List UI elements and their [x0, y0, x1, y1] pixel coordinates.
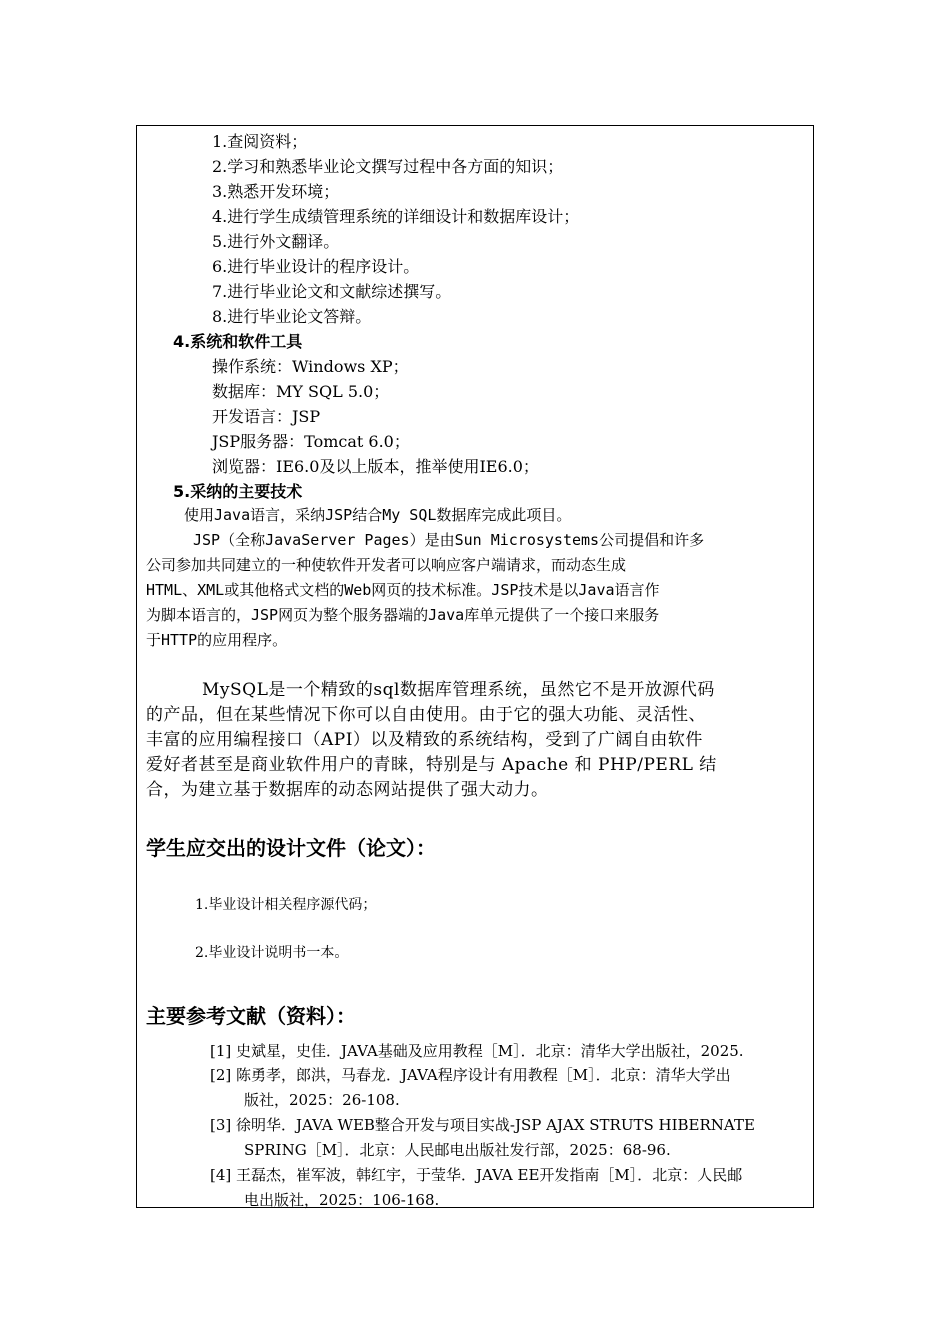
- mysql-paragraph-line: MySQL是一个精致的sql数据库管理系统，虽然它不是开放源代码: [202, 680, 715, 700]
- tool-item: 数据库：MY SQL 5.0；: [212, 382, 390, 401]
- deliverable-item: 2.毕业设计说明书一本。: [195, 945, 349, 961]
- task-item: 3.熟悉开发环境；: [212, 182, 340, 201]
- deliverables-heading: 学生应交出的设计文件（论文）：: [146, 836, 436, 860]
- references-heading: 主要参考文献（资料）：: [146, 1004, 356, 1028]
- reference-item-continued: 版社，2025：26-108.: [244, 1091, 400, 1109]
- reference-item-continued: 电出版社，2025：106-168.: [244, 1191, 440, 1209]
- tool-item: 浏览器：IE6.0及以上版本，推举使用IE6.0；: [212, 457, 539, 476]
- jsp-paragraph-line: 公司参加共同建立的一种使软件开发者可以响应客户端请求，而动态生成: [146, 556, 627, 574]
- reference-item: [2] 陈勇孝，郎洪，马春龙．JAVA程序设计有用教程［M］．北京：清华大学出: [210, 1066, 731, 1084]
- task-item: 1.查阅资料；: [212, 132, 308, 151]
- tool-item: 开发语言：JSP: [212, 407, 321, 426]
- reference-item: [1] 史斌星，史佳．JAVA基础及应用教程［M］．北京：清华大学出版社，2025.: [210, 1042, 744, 1060]
- task-item: 7.进行毕业论文和文献综述撰写。: [212, 282, 452, 301]
- mysql-paragraph-line: 的产品，但在某些情况下你可以自由使用。由于它的强大功能、灵活性、: [146, 705, 706, 725]
- task-item: 5.进行外文翻译。: [212, 232, 340, 251]
- task-item: 8.进行毕业论文答辩。: [212, 307, 372, 326]
- mysql-paragraph-line: 爱好者甚至是商业软件用户的青睐，特别是与 Apache 和 PHP/PERL 结: [146, 755, 717, 775]
- section-heading-tools: 4.系统和软件工具: [173, 332, 303, 351]
- section-heading-tech: 5.采纳的主要技术: [173, 482, 303, 501]
- jsp-paragraph-line: HTML、XML或其他格式文档的Web网页的技术标准。JSP技术是以Java语言作: [146, 581, 660, 599]
- jsp-paragraph-line: 为脚本语言的，JSP网页为整个服务器端的Java库单元提供了一个接口来服务: [146, 606, 660, 624]
- reference-item: [4] 王磊杰，崔军波，韩红宇，于莹华．JAVA EE开发指南［M］．北京：人民邮: [210, 1166, 743, 1184]
- task-item: 6.进行毕业设计的程序设计。: [212, 257, 420, 276]
- task-item: 4.进行学生成绩管理系统的详细设计和数据库设计；: [212, 207, 580, 226]
- tool-item: 操作系统：Windows XP；: [212, 357, 409, 376]
- reference-item: [3] 徐明华．JAVA WEB整合开发与项目实战-JSP AJAX STRUTS HIBERNATE: [210, 1116, 755, 1134]
- reference-item-continued: SPRING［M］．北京：人民邮电出版社发行部，2025：68-96.: [244, 1141, 671, 1159]
- mysql-paragraph-line: 合，为建立基于数据库的动态网站提供了强大动力。: [146, 780, 549, 800]
- tool-item: JSP服务器：Tomcat 6.0；: [212, 432, 410, 451]
- tech-intro: 使用Java语言，采纳JSP结合My SQL数据库完成此项目。: [184, 506, 572, 524]
- mysql-paragraph-line: 丰富的应用编程接口（API）以及精致的系统结构，受到了广阔自由软件: [146, 730, 703, 750]
- jsp-paragraph-line: JSP（全称JavaServer Pages）是由Sun Microsystems公司提倡和许多: [193, 531, 705, 549]
- task-item: 2.学习和熟悉毕业论文撰写过程中各方面的知识；: [212, 157, 564, 176]
- deliverable-item: 1.毕业设计相关程序源代码；: [195, 897, 377, 913]
- jsp-paragraph-line: 于HTTP的应用程序。: [146, 631, 288, 649]
